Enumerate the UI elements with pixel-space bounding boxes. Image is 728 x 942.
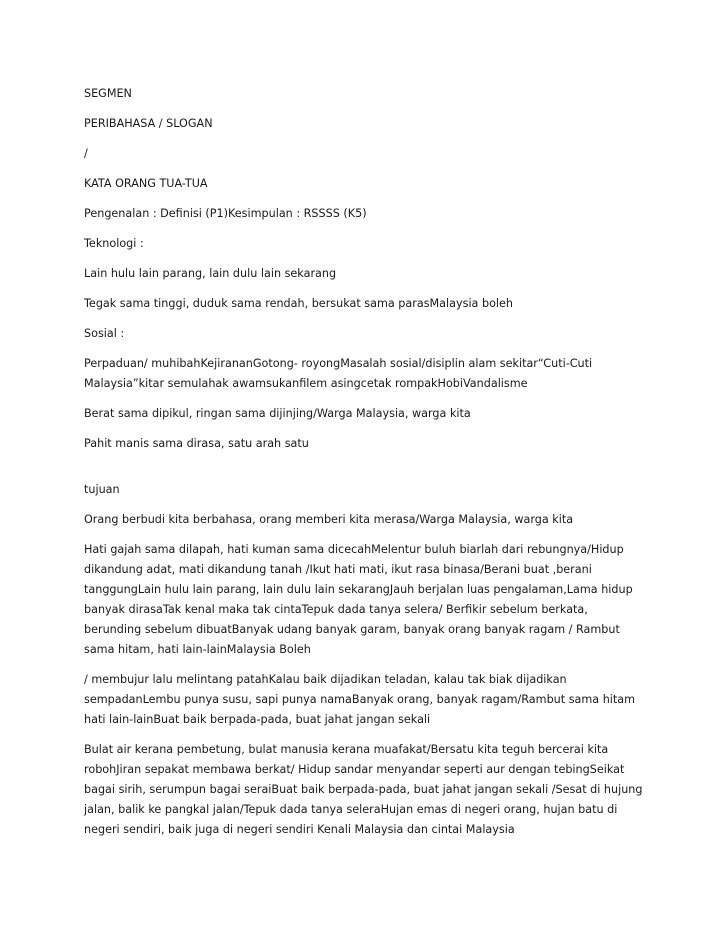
paragraph-hati-gajah: Hati gajah sama dilapah, hati kuman sama dicecahMelentur buluh biarlah dari rebungnya/Hidup dikandung adat, mati dikandung tanah /Ikut hati mati, ikut rasa binasa/Berani buat ,berani tanggungLain hulu lain parang, lain dulu lain sekarangJauh berjalan luas pengalaman,Lama hidup banyak dirasaTak kenal maka tak cintaTepuk dada tanya selera/ Berfikir sebelum berkata, berunding sebelum dibuatBanyak udang banyak garam, banyak orang banyak ragam / Rambut sama hitam, hati lain-lainMalaysia Boleh <box>84 543 633 656</box>
heading-peribahasa-slogan: PERIBAHASA / SLOGAN <box>84 117 213 130</box>
label-sosial: Sosial : <box>84 327 125 340</box>
heading-kata-orang-tua-tua: KATA ORANG TUA-TUA <box>84 177 208 190</box>
paragraph-pahit-manis: Pahit manis sama dirasa, satu arah satu <box>84 437 309 450</box>
paragraph-bulat-air: Bulat air kerana pembetung, bulat manusia kerana muafakat/Bersatu kita teguh bercerai kita robohJiran sepakat membawa berkat/ Hidup sandar menyandar seperti aur dengan tebingSeikat bagai sirih, serumpun bagai seraiBuat baik berpada-pada, buat jahat jangan sekali /Sesat di hujung jalan, balik ke pangkal jalan/Tepuk dada tanya seleraHujan emas di negeri orang, hujan batu di negeri sendiri, baik juga di negeri sendiri Kenali Malaysia dan cintai Malaysia <box>84 743 643 836</box>
separator-slash: / <box>84 147 88 160</box>
label-teknologi: Teknologi : <box>84 237 144 250</box>
paragraph-lain-hulu: Lain hulu lain parang, lain dulu lain sekarang <box>84 267 337 280</box>
paragraph-membujur-lalu: / membujur lalu melintang patahKalau baik dijadikan teladan, kalau tak biak dijadikan sempadanLembu punya susu, sapi punya namaBanyak orang, banyak ragam/Rambut sama hitam hati lain-lainBuat baik berpada-pada, buat jahat jangan sekali <box>84 673 636 726</box>
paragraph-perpaduan: Perpaduan/ muhibahKejirananGotong- royongMasalah sosial/disiplin alam sekitar“Cuti-Cuti Malaysia”kitar semulahak awamsukanfilem asingcetak rompakHobiVandalisme <box>84 357 593 390</box>
heading-segmen: SEGMEN <box>84 87 132 100</box>
paragraph-berat-sama-dipikul: Berat sama dipikul, ringan sama dijinjing/Warga Malaysia, warga kita <box>84 407 471 420</box>
label-tujuan: tujuan <box>84 483 120 496</box>
paragraph-pengenalan: Pengenalan : Definisi (P1)Kesimpulan : RSSSS (K5) <box>84 207 367 220</box>
paragraph-orang-berbudi: Orang berbudi kita berbahasa, orang memberi kita merasa/Warga Malaysia, warga kita <box>84 513 574 526</box>
paragraph-tegak-sama-tinggi: Tegak sama tinggi, duduk sama rendah, bersukat sama parasMalaysia boleh <box>84 297 513 310</box>
